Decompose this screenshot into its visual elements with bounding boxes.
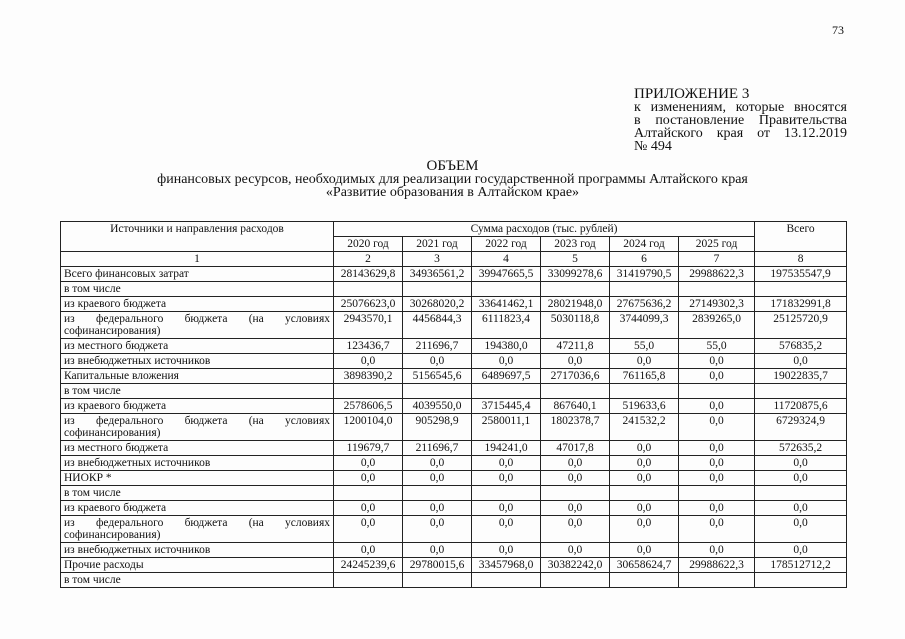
column-number: 5 bbox=[541, 252, 610, 267]
header-total: Всего bbox=[755, 222, 847, 252]
value-cell bbox=[403, 384, 472, 399]
table-row bbox=[61, 471, 847, 486]
value-cell bbox=[679, 384, 755, 399]
row-label: Капитальные вложения bbox=[61, 369, 334, 384]
value-cell: 0,0 bbox=[541, 516, 610, 543]
value-cell bbox=[679, 573, 755, 588]
column-number: 6 bbox=[610, 252, 679, 267]
value-cell: 905298,9 bbox=[403, 414, 472, 441]
row-label: Прочие расходы bbox=[61, 558, 334, 573]
value-cell: 0,0 bbox=[334, 456, 403, 471]
value-cell: 27675636,2 bbox=[610, 297, 679, 312]
table-row bbox=[61, 414, 847, 441]
value-cell: 0,0 bbox=[541, 456, 610, 471]
value-cell: 1200104,0 bbox=[334, 414, 403, 441]
column-number: 8 bbox=[755, 252, 847, 267]
value-cell: 55,0 bbox=[610, 339, 679, 354]
value-cell: 0,0 bbox=[755, 456, 847, 471]
row-label: из местного бюджета bbox=[61, 441, 334, 456]
row-label: из федерального бюджета (на условиях софинансирования) bbox=[61, 414, 334, 441]
value-cell: 0,0 bbox=[334, 501, 403, 516]
value-cell: 33099278,6 bbox=[541, 267, 610, 282]
value-cell: 519633,6 bbox=[610, 399, 679, 414]
value-cell: 6111823,4 bbox=[472, 312, 541, 339]
row-label: из федерального бюджета (на условиях софинансирования) bbox=[61, 516, 334, 543]
table-row bbox=[61, 558, 847, 573]
value-cell: 0,0 bbox=[472, 516, 541, 543]
value-cell bbox=[472, 486, 541, 501]
value-cell bbox=[755, 282, 847, 297]
value-cell: 11720875,6 bbox=[755, 399, 847, 414]
value-cell: 0,0 bbox=[472, 456, 541, 471]
value-cell: 0,0 bbox=[610, 456, 679, 471]
header-year: 2021 год bbox=[403, 237, 472, 252]
value-cell: 197535547,9 bbox=[755, 267, 847, 282]
value-cell bbox=[472, 282, 541, 297]
value-cell: 178512712,2 bbox=[755, 558, 847, 573]
value-cell: 0,0 bbox=[610, 543, 679, 558]
value-cell bbox=[403, 282, 472, 297]
value-cell: 0,0 bbox=[755, 501, 847, 516]
column-number: 4 bbox=[472, 252, 541, 267]
value-cell: 0,0 bbox=[541, 543, 610, 558]
value-cell: 211696,7 bbox=[403, 441, 472, 456]
value-cell: 29988622,3 bbox=[679, 267, 755, 282]
value-cell: 171832991,8 bbox=[755, 297, 847, 312]
value-cell: 576835,2 bbox=[755, 339, 847, 354]
value-cell: 0,0 bbox=[472, 354, 541, 369]
value-cell: 30382242,0 bbox=[541, 558, 610, 573]
value-cell: 47211,8 bbox=[541, 339, 610, 354]
value-cell: 0,0 bbox=[679, 471, 755, 486]
appendix-block bbox=[634, 88, 847, 153]
value-cell: 47017,8 bbox=[541, 441, 610, 456]
value-cell: 2580011,1 bbox=[472, 414, 541, 441]
value-cell: 19022835,7 bbox=[755, 369, 847, 384]
value-cell bbox=[679, 486, 755, 501]
header-year: 2023 год bbox=[541, 237, 610, 252]
value-cell: 0,0 bbox=[610, 471, 679, 486]
value-cell: 27149302,3 bbox=[679, 297, 755, 312]
value-cell: 0,0 bbox=[610, 501, 679, 516]
value-cell bbox=[334, 384, 403, 399]
value-cell bbox=[541, 573, 610, 588]
table-row bbox=[61, 297, 847, 312]
value-cell bbox=[610, 282, 679, 297]
value-cell: 25125720,9 bbox=[755, 312, 847, 339]
table-row bbox=[61, 267, 847, 282]
value-cell: 25076623,0 bbox=[334, 297, 403, 312]
value-cell: 28021948,0 bbox=[541, 297, 610, 312]
value-cell: 194241,0 bbox=[472, 441, 541, 456]
value-cell: 572635,2 bbox=[755, 441, 847, 456]
value-cell: 867640,1 bbox=[541, 399, 610, 414]
value-cell: 0,0 bbox=[610, 516, 679, 543]
value-cell bbox=[610, 384, 679, 399]
row-label: из краевого бюджета bbox=[61, 501, 334, 516]
value-cell bbox=[679, 282, 755, 297]
header-sum-group: Сумма расходов (тыс. рублей) bbox=[334, 222, 755, 237]
value-cell: 0,0 bbox=[679, 414, 755, 441]
table-row bbox=[61, 486, 847, 501]
value-cell: 0,0 bbox=[679, 516, 755, 543]
table-row bbox=[61, 282, 847, 297]
value-cell: 0,0 bbox=[334, 543, 403, 558]
row-label: Всего финансовых затрат bbox=[61, 267, 334, 282]
row-label: из краевого бюджета bbox=[61, 297, 334, 312]
table-row bbox=[61, 369, 847, 384]
value-cell: 29988622,3 bbox=[679, 558, 755, 573]
table-row bbox=[61, 543, 847, 558]
value-cell: 0,0 bbox=[472, 471, 541, 486]
document-title bbox=[0, 160, 905, 199]
row-label: из краевого бюджета bbox=[61, 399, 334, 414]
value-cell bbox=[541, 486, 610, 501]
column-number-row bbox=[61, 252, 847, 267]
table-body bbox=[61, 267, 847, 588]
title-line: «Развитие образования в Алтайском крае» bbox=[325, 185, 580, 200]
row-label: в том числе bbox=[61, 573, 334, 588]
header-row bbox=[61, 222, 847, 237]
value-cell: 0,0 bbox=[541, 501, 610, 516]
value-cell bbox=[755, 384, 847, 399]
value-cell: 0,0 bbox=[403, 516, 472, 543]
table-row bbox=[61, 501, 847, 516]
table-row bbox=[61, 312, 847, 339]
value-cell: 30658624,7 bbox=[610, 558, 679, 573]
value-cell: 0,0 bbox=[403, 354, 472, 369]
value-cell: 31419790,5 bbox=[610, 267, 679, 282]
appendix-number: № 494 bbox=[634, 139, 672, 154]
value-cell: 123436,7 bbox=[334, 339, 403, 354]
value-cell: 55,0 bbox=[679, 339, 755, 354]
value-cell: 3744099,3 bbox=[610, 312, 679, 339]
value-cell bbox=[541, 282, 610, 297]
value-cell: 33641462,1 bbox=[472, 297, 541, 312]
value-cell: 0,0 bbox=[472, 501, 541, 516]
value-cell bbox=[541, 384, 610, 399]
row-label: в том числе bbox=[61, 486, 334, 501]
row-label: из внебюджетных источников bbox=[61, 354, 334, 369]
appendix-heading: ПРИЛОЖЕНИЕ 3 bbox=[634, 86, 750, 102]
value-cell: 0,0 bbox=[679, 441, 755, 456]
value-cell: 6729324,9 bbox=[755, 414, 847, 441]
value-cell: 0,0 bbox=[755, 543, 847, 558]
value-cell: 5030118,8 bbox=[541, 312, 610, 339]
value-cell: 1802378,7 bbox=[541, 414, 610, 441]
table-row bbox=[61, 516, 847, 543]
value-cell: 39947665,5 bbox=[472, 267, 541, 282]
value-cell bbox=[472, 384, 541, 399]
value-cell: 761165,8 bbox=[610, 369, 679, 384]
finance-table bbox=[60, 221, 847, 588]
value-cell bbox=[755, 573, 847, 588]
row-label: из внебюджетных источников bbox=[61, 456, 334, 471]
row-label: в том числе bbox=[61, 282, 334, 297]
value-cell: 2839265,0 bbox=[679, 312, 755, 339]
value-cell bbox=[403, 486, 472, 501]
table-row bbox=[61, 354, 847, 369]
value-cell: 33457968,0 bbox=[472, 558, 541, 573]
table-row bbox=[61, 573, 847, 588]
value-cell: 0,0 bbox=[679, 369, 755, 384]
value-cell: 0,0 bbox=[334, 516, 403, 543]
value-cell: 29780015,6 bbox=[403, 558, 472, 573]
value-cell bbox=[755, 486, 847, 501]
value-cell: 0,0 bbox=[679, 543, 755, 558]
value-cell: 30268020,2 bbox=[403, 297, 472, 312]
value-cell: 0,0 bbox=[334, 471, 403, 486]
appendix-line: в постановление Правительства bbox=[634, 113, 847, 128]
table-row bbox=[61, 384, 847, 399]
value-cell: 0,0 bbox=[403, 456, 472, 471]
appendix-line: Алтайского края от 13.12.2019 bbox=[634, 126, 847, 141]
title-main: ОБЪЕМ bbox=[426, 158, 479, 174]
value-cell: 5156545,6 bbox=[403, 369, 472, 384]
table-row bbox=[61, 339, 847, 354]
value-cell bbox=[334, 573, 403, 588]
value-cell: 2578606,5 bbox=[334, 399, 403, 414]
value-cell: 2943570,1 bbox=[334, 312, 403, 339]
header-sources: Источники и направления расходов bbox=[61, 222, 334, 252]
value-cell bbox=[334, 486, 403, 501]
table-row bbox=[61, 399, 847, 414]
value-cell: 3715445,4 bbox=[472, 399, 541, 414]
value-cell: 0,0 bbox=[755, 471, 847, 486]
value-cell: 0,0 bbox=[755, 354, 847, 369]
value-cell bbox=[403, 573, 472, 588]
table-row bbox=[61, 456, 847, 471]
header-year: 2025 год bbox=[679, 237, 755, 252]
value-cell bbox=[472, 573, 541, 588]
value-cell: 0,0 bbox=[334, 354, 403, 369]
value-cell: 4039550,0 bbox=[403, 399, 472, 414]
value-cell bbox=[334, 282, 403, 297]
row-label: из местного бюджета bbox=[61, 339, 334, 354]
value-cell: 0,0 bbox=[472, 543, 541, 558]
appendix-line: к изменениям, которые вносятся bbox=[634, 100, 847, 115]
value-cell: 194380,0 bbox=[472, 339, 541, 354]
value-cell: 0,0 bbox=[403, 471, 472, 486]
header-year: 2020 год bbox=[334, 237, 403, 252]
value-cell: 28143629,8 bbox=[334, 267, 403, 282]
value-cell: 119679,7 bbox=[334, 441, 403, 456]
value-cell: 3898390,2 bbox=[334, 369, 403, 384]
title-line: финансовых ресурсов, необходимых для реализации государственной программы Алтайского края bbox=[157, 172, 748, 187]
value-cell: 211696,7 bbox=[403, 339, 472, 354]
value-cell: 0,0 bbox=[541, 354, 610, 369]
column-number: 7 bbox=[679, 252, 755, 267]
value-cell: 24245239,6 bbox=[334, 558, 403, 573]
value-cell: 0,0 bbox=[679, 354, 755, 369]
page-number: 73 bbox=[832, 23, 844, 37]
row-label: из федерального бюджета (на условиях софинансирования) bbox=[61, 312, 334, 339]
column-number: 1 bbox=[61, 252, 334, 267]
value-cell: 0,0 bbox=[679, 456, 755, 471]
value-cell: 241532,2 bbox=[610, 414, 679, 441]
value-cell bbox=[610, 573, 679, 588]
value-cell: 0,0 bbox=[755, 516, 847, 543]
value-cell: 0,0 bbox=[679, 399, 755, 414]
header-year: 2022 год bbox=[472, 237, 541, 252]
header-year: 2024 год bbox=[610, 237, 679, 252]
value-cell: 0,0 bbox=[679, 501, 755, 516]
value-cell: 0,0 bbox=[403, 543, 472, 558]
value-cell: 0,0 bbox=[403, 501, 472, 516]
value-cell bbox=[610, 486, 679, 501]
table-row bbox=[61, 441, 847, 456]
row-label: НИОКР * bbox=[61, 471, 334, 486]
value-cell: 0,0 bbox=[610, 354, 679, 369]
value-cell: 4456844,3 bbox=[403, 312, 472, 339]
value-cell: 34936561,2 bbox=[403, 267, 472, 282]
row-label: в том числе bbox=[61, 384, 334, 399]
value-cell: 0,0 bbox=[610, 441, 679, 456]
value-cell: 0,0 bbox=[541, 471, 610, 486]
value-cell: 2717036,6 bbox=[541, 369, 610, 384]
column-number: 2 bbox=[334, 252, 403, 267]
value-cell: 6489697,5 bbox=[472, 369, 541, 384]
row-label: из внебюджетных источников bbox=[61, 543, 334, 558]
column-number: 3 bbox=[403, 252, 472, 267]
